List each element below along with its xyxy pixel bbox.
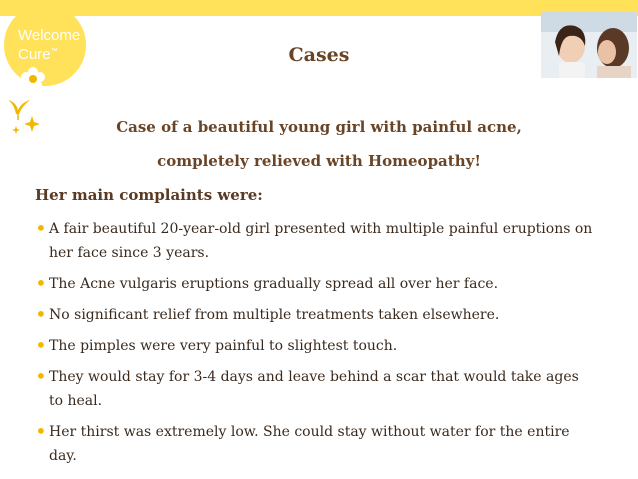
list-item-text: A fair beautiful 20-year-old girl presented with multiple painful eruptions on her face since 3 years. [49, 221, 593, 261]
list-item [35, 365, 595, 413]
logo-line1: Welcome [18, 27, 81, 44]
list-item-text: The Acne vulgaris eruptions gradually spread all over her face. [49, 276, 499, 292]
list-item [35, 334, 595, 358]
bullet-icon: • [35, 364, 47, 388]
bullet-icon: • [35, 271, 47, 295]
case-subtitle-line2: completely relieved with Homeopathy! [157, 152, 481, 170]
case-subtitle-line1: Case of a beautiful young girl with painful acne, [116, 118, 522, 136]
slide-title: Cases [288, 44, 350, 66]
list-item [35, 303, 595, 327]
bullet-icon: • [35, 333, 47, 357]
logo-trademark: ™ [50, 48, 58, 55]
list-item-text: No significant relief from multiple treatments taken elsewhere. [49, 307, 500, 323]
list-item-text: The pimples were very painful to slightest touch. [49, 338, 398, 354]
list-item [35, 217, 595, 265]
complaints-heading: Her main complaints were: [35, 186, 263, 204]
bullet-icon: • [35, 302, 47, 326]
flower-icon [20, 66, 46, 92]
list-item-text: They would stay for 3-4 days and leave behind a scar that would take ages to heal. [49, 369, 579, 409]
bullet-icon: • [35, 216, 47, 240]
list-item [35, 420, 595, 468]
list-item-text: Her thirst was extremely low. She could stay without water for the entire day. [49, 424, 570, 464]
logo-line2: Cure [18, 46, 51, 63]
list-item [35, 272, 595, 296]
bullet-icon: • [35, 419, 47, 443]
complaints-list [35, 217, 595, 475]
